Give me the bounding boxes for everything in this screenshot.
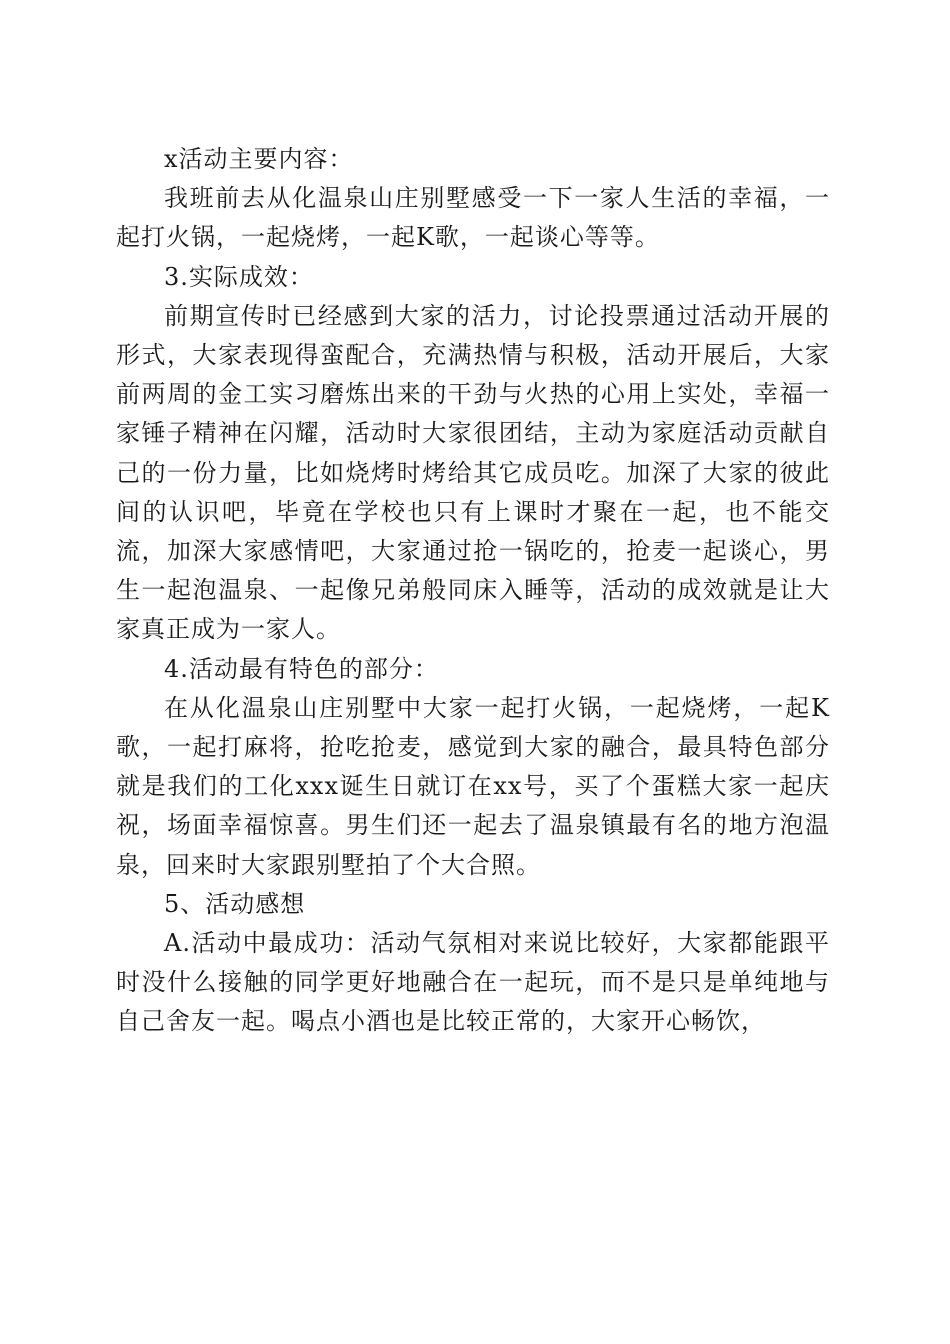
paragraph-activity-content: 我班前去从化温泉山庄别墅感受一下一家人生活的幸福，一起打火锅，一起烧烤，一起K歌，一起谈心等等。 <box>116 184 830 252</box>
heading-featured-part: 4.活动最有特色的部分： <box>164 654 439 683</box>
heading-activity-content: x活动主要内容： <box>164 145 354 173</box>
heading-actual-results: 3.实际成效： <box>164 262 314 291</box>
document-body <box>116 140 830 1042</box>
heading-reflections: 5、活动感想 <box>164 889 306 918</box>
paragraph-actual-results: 前期宣传时已经感到大家的活力，讨论投票通过活动开展的形式，大家表现得蛮配合，充满热情与积极，活动开展后，大家前两周的金工实习磨炼出来的干劲与火热的心用上实处，幸福一家锤子精神在闪耀，活动时大家很团结，主动为家庭活动贡献自己的一份力量，比如烧烤时烤给其它成员吃。加深了大家的彼此间的认识吧，毕竟在学校也只有上课时才聚在一起，也不能交流，加深大家感情吧，大家通过抢一锅吃的，抢麦一起谈心，男生一起泡温泉、一起像兄弟般同床入睡等，活动的成效就是让大家真正成为一家人。 <box>116 301 830 644</box>
paragraph-featured-part: 在从化温泉山庄别墅中大家一起打火锅，一起烧烤，一起K歌，一起打麻将，抢吃抢麦，感觉到大家的融合，最具特色部分就是我们的工化xxx诞生日就订在xx号，买了个蛋糕大家一起庆祝，场面幸福惊喜。男生们还一起去了温泉镇最有名的地方泡温泉，回来时大家跟别墅拍了个大合照。 <box>116 693 830 879</box>
paragraph-reflections: A.活动中最成功：活动气氛相对来说比较好，大家都能跟平时没什么接触的同学更好地融合在一起玩，而不是只是单纯地与自己舍友一起。喝点小酒也是比较正常的，大家开心畅饮， <box>116 929 830 1036</box>
